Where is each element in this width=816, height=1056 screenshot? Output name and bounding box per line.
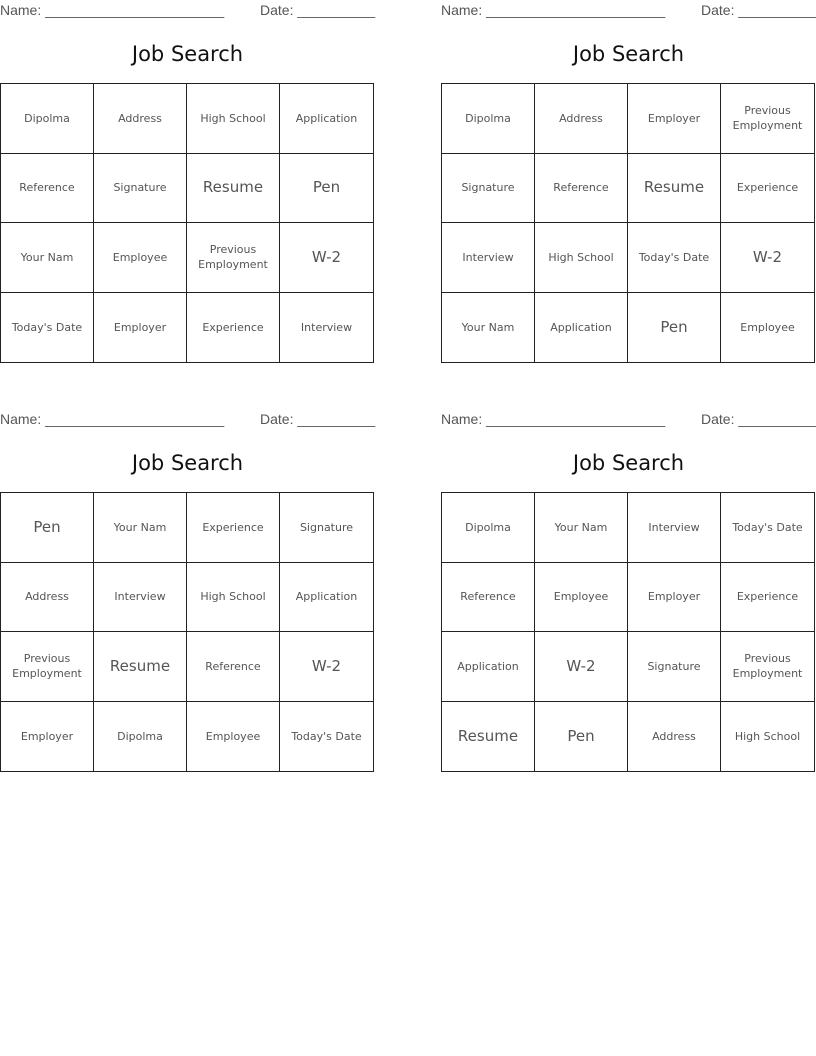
bingo-cell: Employee xyxy=(740,320,795,334)
bingo-cell: Your Nam xyxy=(1,223,94,293)
bingo-cell: Employer xyxy=(94,293,187,363)
bingo-cell: Address xyxy=(1,563,94,633)
bingo-cell: Address xyxy=(535,84,628,154)
bingo-cell: Today's Date xyxy=(1,293,94,363)
bingo-cell: Signature xyxy=(94,154,187,224)
name-field: Name: _______________________ xyxy=(441,2,666,18)
bingo-cell: W-2 xyxy=(280,223,373,293)
bingo-cell: Today's Date xyxy=(721,493,814,563)
bingo-cell: Resume xyxy=(187,154,280,224)
card-header xyxy=(441,411,816,429)
card-title: Job Search xyxy=(572,42,685,66)
bingo-cell: Your Nam xyxy=(535,493,628,563)
bingo-cell: Application xyxy=(280,563,373,633)
date-field: Date: __________ xyxy=(701,411,816,427)
bingo-grid xyxy=(0,492,374,772)
bingo-cell: Interview xyxy=(94,563,187,633)
bingo-cell: Dipolma xyxy=(1,84,94,154)
bingo-cell: Experience xyxy=(187,493,280,563)
bingo-cell: Reference xyxy=(535,154,628,224)
bingo-cell: Address xyxy=(94,84,187,154)
bingo-cell: Employer xyxy=(1,702,94,772)
bingo-cell: High School xyxy=(535,223,628,293)
bingo-cell: High School xyxy=(187,84,280,154)
date-field: Date: __________ xyxy=(260,2,376,18)
bingo-cell: Your Nam xyxy=(442,293,535,363)
bingo-cell: W-2 xyxy=(721,223,814,293)
bingo-cell: High School xyxy=(187,563,280,633)
bingo-cell: Pen xyxy=(628,293,721,363)
bingo-cell: Application xyxy=(442,632,535,702)
bingo-grid xyxy=(441,492,815,772)
bingo-cell: Pen xyxy=(280,154,373,224)
date-field: Date: __________ xyxy=(260,411,376,427)
bingo-cell: Resume xyxy=(442,702,535,772)
date-field: Date: __________ xyxy=(701,2,816,18)
bingo-cell: Pen xyxy=(1,493,94,563)
bingo-cell: Interview xyxy=(300,320,353,334)
bingo-cell: Signature xyxy=(280,493,373,563)
card-title: Job Search xyxy=(572,451,685,475)
bingo-cell: Previous Employment xyxy=(187,223,280,293)
bingo-grid xyxy=(0,83,374,363)
bingo-cell: Employee xyxy=(535,563,628,633)
card-title: Job Search xyxy=(131,42,244,66)
card-header xyxy=(0,2,375,20)
bingo-cell: Experience xyxy=(721,154,814,224)
bingo-cell: Dipolma xyxy=(94,702,187,772)
bingo-cell: Reference xyxy=(442,563,535,633)
bingo-cell: Reference xyxy=(1,154,94,224)
bingo-cell: Your Nam xyxy=(94,493,187,563)
bingo-cell: Experience xyxy=(187,293,280,363)
card-title: Job Search xyxy=(131,451,244,475)
bingo-cell: Employer xyxy=(628,563,721,633)
bingo-cell: High School xyxy=(734,729,801,743)
bingo-cell: Address xyxy=(628,702,721,772)
bingo-cell: Interview xyxy=(628,493,721,563)
bingo-cell: Today's Date xyxy=(291,729,362,743)
name-field: Name: _______________________ xyxy=(0,2,225,18)
bingo-cell: W-2 xyxy=(535,632,628,702)
card-header xyxy=(0,411,375,429)
name-field: Name: _______________________ xyxy=(441,411,666,427)
bingo-cell: Dipolma xyxy=(442,84,535,154)
bingo-cell: Dipolma xyxy=(442,493,535,563)
bingo-cell: Signature xyxy=(628,632,721,702)
bingo-cell: Previous Employment xyxy=(721,632,814,702)
bingo-cell: Resume xyxy=(94,632,187,702)
bingo-cell: Employee xyxy=(187,702,280,772)
bingo-cell: Previous Employment xyxy=(721,84,814,154)
bingo-cell: Pen xyxy=(535,702,628,772)
bingo-cell: Reference xyxy=(187,632,280,702)
bingo-cell: Previous Employment xyxy=(1,632,94,702)
bingo-cell: Signature xyxy=(442,154,535,224)
bingo-cell: Today's Date xyxy=(628,223,721,293)
name-field: Name: _______________________ xyxy=(0,411,225,427)
bingo-grid xyxy=(441,83,815,363)
card-header xyxy=(441,2,816,20)
bingo-cell: Employer xyxy=(628,84,721,154)
bingo-cell: Application xyxy=(280,84,373,154)
bingo-cell: Employee xyxy=(94,223,187,293)
bingo-cell: Experience xyxy=(721,563,814,633)
bingo-cell: Application xyxy=(535,293,628,363)
bingo-cell: W-2 xyxy=(280,632,373,702)
bingo-cell: Interview xyxy=(442,223,535,293)
bingo-cell: Resume xyxy=(628,154,721,224)
